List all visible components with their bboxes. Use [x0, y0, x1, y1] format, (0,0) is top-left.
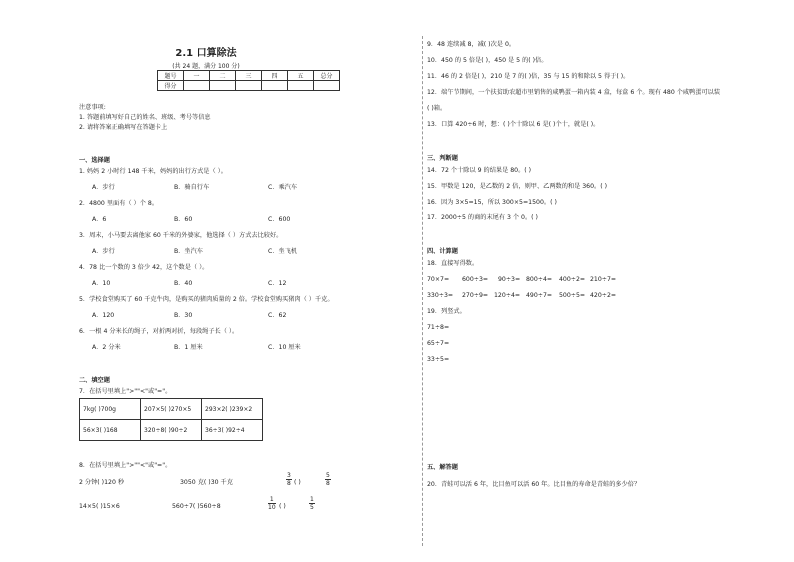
comparison-item[interactable]: 560÷7( )560÷8: [172, 503, 221, 510]
comparison-cell[interactable]: 293×2( )239×2: [202, 399, 263, 420]
score-cell[interactable]: [314, 81, 340, 91]
comparison-cell[interactable]: 207×5( )270×5: [141, 399, 202, 420]
question-stem: 3．周末，小马要去离他家 60 千米的外婆家，他选择（ ）方式去比较好。: [79, 232, 283, 239]
option-a[interactable]: A．120: [92, 312, 115, 319]
option-a[interactable]: A．步行: [92, 248, 115, 255]
score-header: 题号: [158, 71, 184, 81]
note-item: 1. 答题前填写好自己的姓名、班级、考号等信息: [79, 114, 211, 121]
score-header: 五: [288, 71, 314, 81]
option-a[interactable]: A．2 分米: [92, 344, 121, 351]
option-c[interactable]: C．12: [268, 280, 287, 287]
option-b[interactable]: B．1 厘米: [174, 344, 203, 351]
comparison-cell[interactable]: 36÷3( )92÷4: [202, 420, 263, 441]
question-stem: 7．在括号里填上">""<"或"="。: [79, 388, 172, 395]
score-row-label: 得分: [158, 81, 184, 91]
question-stem: 17．2000÷5 的商的末尾有 3 个 0。( ): [427, 214, 538, 221]
question-stem: 13．口算 420÷6 时，想：( )个十除以 6 是( )个十，就是( )。: [427, 121, 600, 128]
score-header: 四: [262, 71, 288, 81]
comparison-cell[interactable]: 320÷8( )90÷2: [141, 420, 202, 441]
question-stem: 8．在括号里填上">""<"或"="。: [79, 462, 172, 469]
calc-item[interactable]: 420÷2=: [590, 292, 617, 299]
calc-item[interactable]: 210÷7=: [590, 276, 617, 283]
option-c[interactable]: C．600: [268, 216, 291, 223]
question-stem: ( )箱。: [427, 105, 447, 112]
numerator: 3: [287, 472, 291, 479]
question-stem: 19．列竖式。: [427, 308, 466, 315]
option-a[interactable]: A．10: [92, 280, 111, 287]
option-c[interactable]: C．乘汽车: [268, 184, 298, 191]
question-stem: 14．72 个十除以 9 的结果是 80。( ): [427, 167, 532, 174]
fraction: [309, 496, 315, 511]
calc-item[interactable]: 400÷2=: [559, 276, 586, 283]
calc-item[interactable]: 270÷9=: [462, 292, 489, 299]
denominator: 10: [268, 504, 276, 511]
calc-item[interactable]: 33÷5=: [427, 356, 450, 363]
score-header: 三: [236, 71, 262, 81]
comparison-item[interactable]: 14×5( )15×6: [79, 503, 120, 510]
comparison-item[interactable]: 3050 克( )30 千克: [180, 479, 233, 486]
score-cell[interactable]: [288, 81, 314, 91]
score-header: 一: [184, 71, 210, 81]
comparison-cell[interactable]: 7kg( )700g: [80, 399, 141, 420]
question-stem: 12．端午节期间，一个扶贫助农超市里销售的咸鸭蛋一箱内装 4 盒，每盒 6 个。现有 480 个咸鸭蛋可以装: [427, 89, 721, 96]
page-subtitle: (共 24 题，满分 100 分): [172, 63, 240, 70]
note-item: 2. 请将答案正确填写在答题卡上: [79, 124, 168, 131]
calc-item[interactable]: 90÷3=: [498, 276, 521, 283]
comparison-cell[interactable]: 56×3( )168: [80, 420, 141, 441]
numerator: 1: [269, 496, 274, 503]
denominator: 5: [310, 504, 314, 511]
calc-item[interactable]: 330÷3=: [427, 292, 454, 299]
score-cell[interactable]: [184, 81, 210, 91]
fraction: [286, 472, 292, 487]
answer-blank[interactable]: ( ): [294, 479, 301, 486]
fraction: [325, 472, 331, 487]
option-c[interactable]: C．10 厘米: [268, 344, 301, 351]
question-stem: 11．46 的 2 倍是( )，210 是 7 的( )倍，35 与 15 的和除以 5 得于( )。: [427, 73, 630, 80]
denominator: 8: [326, 480, 330, 487]
comparison-item[interactable]: 2 分钟( )120 秒: [79, 479, 125, 486]
numerator: 1: [310, 496, 314, 503]
question-stem: 1. 妈妈 2 小时行 148 千米，妈妈的出行方式是（ ）。: [79, 168, 227, 175]
question-stem: 2．4800 里面有（ ）个 8。: [79, 200, 159, 207]
score-cell[interactable]: [262, 81, 288, 91]
question-stem: 6．一根 4 分米长的绳子，对折两对折，每段绳子长（ ）。: [79, 328, 239, 335]
calc-item[interactable]: 800÷4=: [526, 276, 553, 283]
question-stem: 18．直接写得数。: [427, 260, 479, 267]
question-stem: 4．78 比一个数的 3 倍少 42，这个数是（ ）。: [79, 264, 209, 271]
option-c[interactable]: C．坐飞机: [268, 248, 298, 255]
option-b[interactable]: B．40: [174, 280, 193, 287]
question-stem: 20．青蛙可以活 6 年，比目鱼可以活 60 年。比目鱼的寿命是青蛙的多少倍？: [427, 481, 641, 488]
calc-item[interactable]: 71÷8=: [427, 324, 450, 331]
calc-item[interactable]: 500÷5=: [559, 292, 586, 299]
score-table: [157, 70, 340, 91]
option-a[interactable]: A．6: [92, 216, 107, 223]
section-heading: 一、选择题: [79, 157, 110, 164]
calc-item[interactable]: 70×7=: [427, 276, 450, 283]
calc-item[interactable]: 65÷7=: [427, 340, 450, 347]
page-title: 2.1 口算除法: [175, 48, 237, 59]
option-b[interactable]: B．骑自行车: [174, 184, 210, 191]
question-stem: 10．450 的 5 倍是( )，450 是 5 的( )倍。: [427, 57, 548, 64]
numerator: 5: [326, 472, 330, 479]
score-header: 二: [210, 71, 236, 81]
question-stem: 9．48 连续减 8，减( )次是 0。: [427, 41, 516, 48]
option-b[interactable]: B．30: [174, 312, 193, 319]
question-stem: 5．学校食堂购买了 60 千克牛肉，是购买的猪肉质量的 2 倍。学校食堂购买猪肉（ ）千克。: [79, 296, 334, 303]
option-b[interactable]: B．坐汽车: [174, 248, 203, 255]
score-cell[interactable]: [210, 81, 236, 91]
denominator: 8: [287, 480, 291, 487]
calc-item[interactable]: 490÷7=: [526, 292, 553, 299]
score-cell[interactable]: [236, 81, 262, 91]
comparison-table: [79, 398, 263, 441]
option-b[interactable]: B．60: [174, 216, 193, 223]
question-stem: 15．甲数是 120，是乙数的 2 倍，则甲、乙两数的和是 360。( ): [427, 183, 608, 190]
calc-item[interactable]: 600÷3=: [462, 276, 489, 283]
section-heading: 四、计算题: [427, 248, 458, 255]
fraction: [268, 496, 276, 511]
answer-blank[interactable]: ( ): [279, 503, 286, 510]
notes-heading: 注意事项:: [79, 104, 106, 111]
section-heading: 二、填空题: [79, 377, 110, 384]
section-heading: 三、判断题: [427, 155, 458, 162]
question-stem: 16．因为 3×5=15，所以 300×5=1500。( ): [427, 199, 557, 206]
column-divider: [422, 36, 423, 546]
option-c[interactable]: C．62: [268, 312, 287, 319]
section-heading: 五、解答题: [427, 464, 458, 471]
option-a[interactable]: A．步行: [92, 184, 115, 191]
score-header: 总分: [314, 71, 340, 81]
calc-item[interactable]: 120÷4=: [494, 292, 521, 299]
